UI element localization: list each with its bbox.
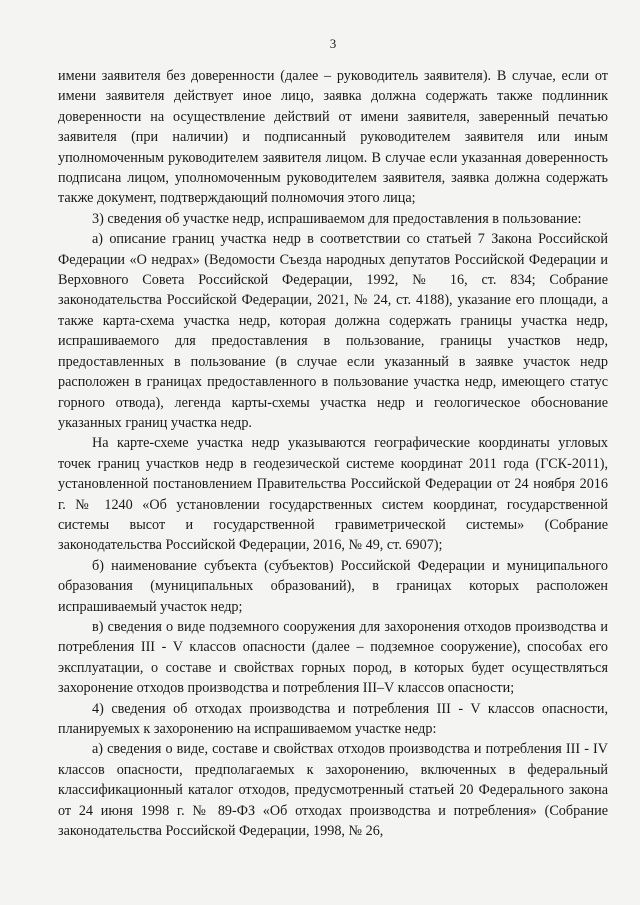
paragraph-8: а) сведения о виде, составе и свойствах отходов производства и потребления III - IV классов опасности, предполагаемых к захоронению, включенных в федеральный классификационный каталог отходов, предусмотренный статьей 20 Федерального закона от 24 июня 1998 г. № 89-ФЗ «Об отходах производства и потребления» (Собрание законодательства Российской Федерации, 1998, № 26, xyxy=(58,741,608,840)
page-number: 3 xyxy=(329,36,337,51)
paragraph-7: 4) сведения об отходах производства и потребления III - V классов опасности, планируемых к захоронению на испрашиваемом участке недр: xyxy=(58,700,608,737)
paragraph-2: 3) сведения об участке недр, испрашиваемом для предоставления в пользование: xyxy=(92,210,582,227)
paragraph-5: б) наименование субъекта (субъектов) Российской Федерации и муниципального образования (муниципальных образований), в границах которых расположен испрашиваемый участок недр; xyxy=(58,557,608,615)
paragraph-6: в) сведения о виде подземного сооружения для захоронения отходов производства и потребления III - V классов опасности (далее – подземное сооружение), способах его эксплуатации, о составе и свойствах горных пород, в которых будет осуществляться захоронение отходов производства и потребления III–V классов опасности; xyxy=(58,618,608,697)
paragraph-4: На карте-схеме участка недр указываются географические координаты угловых точек границ участков недр в геодезической системе координат 2011 года (ГСК-2011), установленной постановлением Правительства Российской Федерации от 24 ноября 2016 г. № 1240 «Об установлении государственных систем координат, государственной системы высот и государственной гравиметрической системы» (Собрание законодательства Российской Федерации, 2016, № 49, ст. 6907); xyxy=(58,435,608,554)
paragraph-1: имени заявителя без доверенности (далее – руководитель заявителя). В случае, если от имени заявителя действует иное лицо, заявка должна содержать также подлинник доверенности на осуществление действий от имени заявителя, заверенный печатью заявителя (при наличии) и подписанный руководителем заявителя или иным уполномоченным руководителем заявителя лицом. В случае если указанная доверенность подписана лицом, уполномоченным руководителем заявителя, заявка должна содержать также документ, подтверждающий полномочия этого лица; xyxy=(58,68,608,207)
paragraph-3: а) описание границ участка недр в соответствии со статьей 7 Закона Российской Федерации «О недрах» (Ведомости Съезда народных депутатов Российской Федерации и Верховного Совета Российской Федерации, 1992, № 16, ст. 834; Собрание законодательства Российской Федерации, 2021, № 24, ст. 4188), указание его площади, а также карта-схема участка недр, которая должна содержать границы участка недр, испрашиваемого для предоставления в пользование, границы участков недр, предоставленных в пользование (в случае если указанный в заявке участок недр расположен в границах предоставленного в пользование участка недр, имеющего статус горного отвода), легенда карты-схемы участка недр и геологическое обоснование указанных границ участка недр. xyxy=(58,231,608,431)
